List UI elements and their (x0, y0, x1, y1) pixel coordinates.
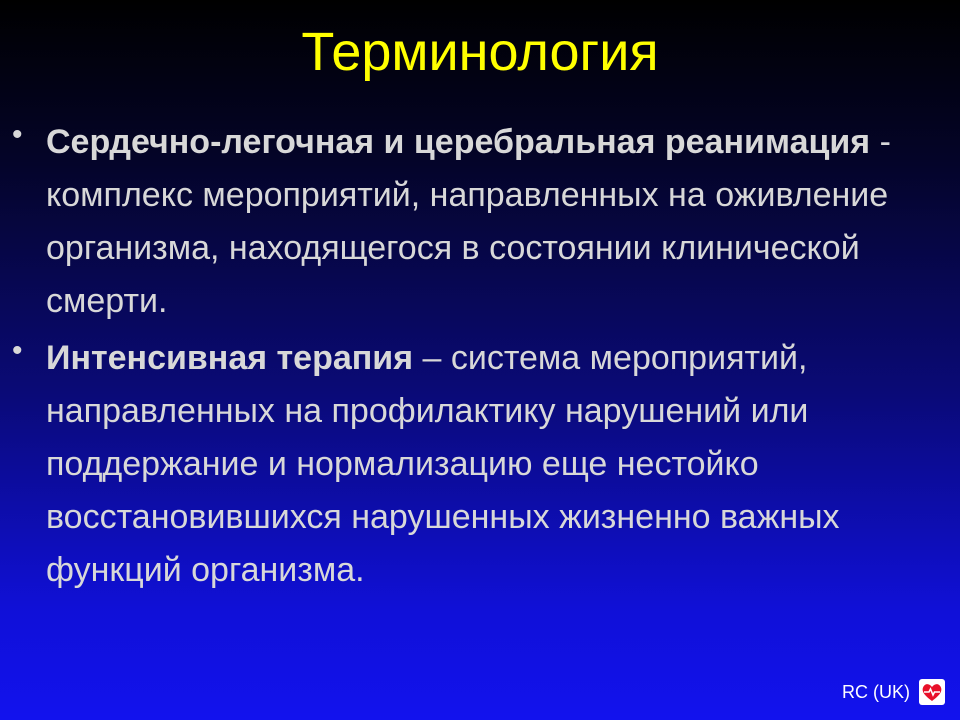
footer-label: RC (UK) (842, 682, 910, 702)
slide-footer (842, 678, 946, 706)
heart-logo-icon (918, 678, 946, 706)
slide-title: Терминология (301, 22, 659, 82)
bullet-term: Интенсивная терапия (46, 339, 414, 377)
bullet-text: – система мероприятий, направленных на профилактику нарушений или поддержание и нормализацию еще нестойко восстановившихся нарушенных жизненно важных функций организма. (46, 339, 840, 589)
bullet-list (0, 116, 960, 597)
bullet-item (0, 332, 960, 597)
bullet-dot-icon: • (12, 118, 23, 151)
bullet-term: Сердечно-легочная и церебральная реанимация (46, 123, 871, 161)
bullet-dot-icon: • (12, 334, 23, 367)
bullet-item (0, 116, 960, 328)
bullet-text: - комплекс мероприятий, направленных на оживление организма, находящегося в состоянии клинической смерти. (46, 123, 891, 320)
